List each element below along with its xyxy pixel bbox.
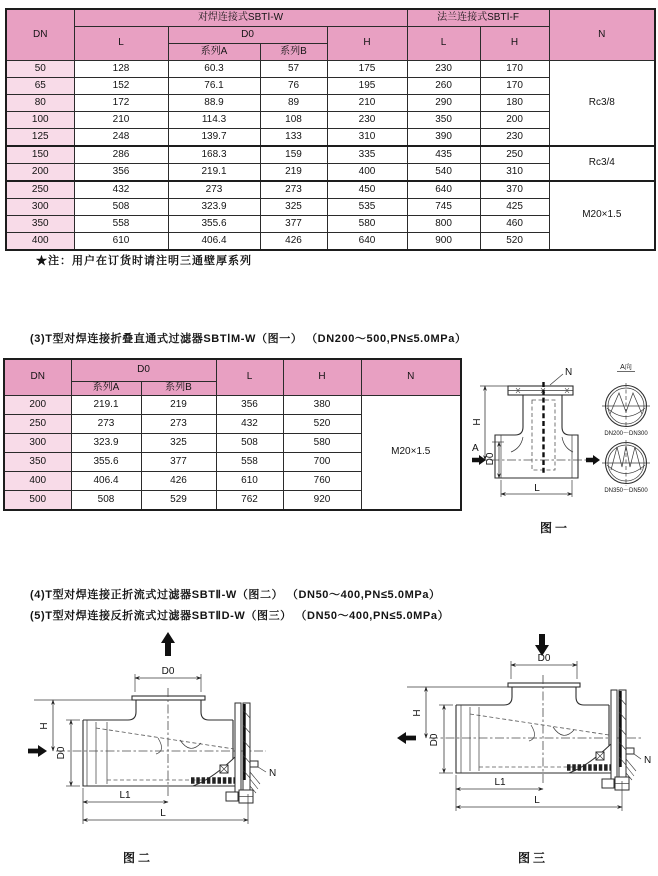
cell: 219.1 [71,396,141,415]
cell: 900 [407,233,480,251]
fig3-label-n: N [644,755,652,766]
cell-dn: 400 [6,233,74,251]
fig2-label-d0-left: D0 [56,746,67,760]
cell: 170 [480,78,549,95]
cell: 580 [327,216,407,233]
col-header-n: N [549,9,655,61]
cell: 219.1 [168,164,260,182]
col-header-d0: D0 [71,359,216,382]
cell: 195 [327,78,407,95]
cell-dn: 65 [6,78,74,95]
cell: 210 [74,112,168,129]
fig1-circle1-label: DN200～DN300 [604,431,648,437]
section-3-title: (3)T型对焊连接折叠直通式过滤器SBTⅠM-W（图一） （DN200～500,PN≤5.0MPa） [30,333,467,345]
fig1-a-view [602,362,650,494]
cell: 425 [480,199,549,216]
fig1-label-a: A [472,443,479,454]
col-header-l: L [216,359,283,396]
cell: 114.3 [168,112,260,129]
cell: 335 [327,146,407,164]
cell: 406.4 [168,233,260,251]
cell: 508 [74,199,168,216]
fig3-label-d0-top: D0 [537,653,551,664]
fig2-label-l: L [160,808,166,819]
cell-n-group: Rc3/8 [549,61,655,147]
table-row [4,396,461,415]
cell: 435 [407,146,480,164]
col-header-series-b: 系列B [141,382,216,396]
cell: 325 [260,199,327,216]
header-row [4,359,461,382]
col-header-h: H [327,27,407,61]
fig2-inlet-arrow [28,745,47,757]
cell: 60.3 [168,61,260,78]
cell: 175 [327,61,407,78]
fig3-body-outline [429,634,641,790]
cell: 325 [141,434,216,453]
cell: 406.4 [71,472,141,491]
cell: 323.9 [168,199,260,216]
cell: 356 [74,164,168,182]
cell: 426 [260,233,327,251]
cell: 323.9 [71,434,141,453]
cell: 508 [71,491,141,511]
cell: 356 [216,396,283,415]
cell: 168.3 [168,146,260,164]
col-header-series-a: 系列A [71,382,141,396]
cell-dn: 200 [4,396,71,415]
fig1-view-label: A向 [620,364,632,371]
cell: 610 [216,472,283,491]
cell: 230 [327,112,407,129]
fig2-caption: 图二 [122,851,154,865]
cell: 432 [74,181,168,199]
cell: 355.6 [168,216,260,233]
fig3-label-h: H [412,709,423,717]
group-header-flange: 法兰连接式SBTⅠ-F [407,9,549,27]
cell: 76 [260,78,327,95]
fig3-label-l: L [534,795,540,806]
col-header-series-a: 系列A [168,44,260,61]
cell: 762 [216,491,283,511]
fig1-label-d0: D0 [485,452,496,466]
cell: 310 [327,129,407,147]
cell: 558 [74,216,168,233]
table-row [6,181,655,199]
col-header-l2: L [407,27,480,61]
cell: 108 [260,112,327,129]
cell: 540 [407,164,480,182]
cell: 558 [216,453,283,472]
fig1-caption: 图一 [539,521,571,535]
col-header-h2: H [480,27,549,61]
fig1-label-l: L [534,483,540,494]
cell: 170 [480,61,549,78]
col-header-d0: D0 [168,27,327,44]
figure-2-drawing [20,630,340,876]
cell: 210 [327,95,407,112]
cell: 89 [260,95,327,112]
cell-dn: 200 [6,164,74,182]
cell-dn: 300 [4,434,71,453]
col-header-dn: DN [6,9,74,61]
section-4-title: (4)T型对焊连接正折流式过滤器SBTⅡ-W（图二） （DN50～400,PN≤5.0MPa） [30,589,441,601]
cell: 580 [283,434,361,453]
cell: 76.1 [168,78,260,95]
fig1-circle2-label: DN350～DN500 [604,488,648,494]
cell: 400 [327,164,407,182]
cell: 250 [480,146,549,164]
cell: 57 [260,61,327,78]
fig1-label-n: N [565,367,573,378]
cell-dn: 80 [6,95,74,112]
col-header-dn: DN [4,359,71,396]
cell: 273 [260,181,327,199]
cell: 219 [141,396,216,415]
cell: 700 [283,453,361,472]
fig3-label-l1: L1 [494,777,506,788]
fig3-outlet-arrow [397,732,416,744]
cell: 88.9 [168,95,260,112]
fig1-label-h: H [472,418,483,426]
fig2-body-outline [56,632,266,803]
cell: 640 [407,181,480,199]
cell-dn: 250 [6,181,74,199]
table-row [6,61,655,78]
cell: 180 [480,95,549,112]
cell-dn: 100 [6,112,74,129]
cell: 355.6 [71,453,141,472]
cell-dn: 350 [6,216,74,233]
figure-3-drawing [345,630,658,876]
cell: 159 [260,146,327,164]
cell: 800 [407,216,480,233]
table-sbt1mw-dimensions [3,358,462,511]
cell: 745 [407,199,480,216]
cell-dn: 250 [4,415,71,434]
cell: 219 [260,164,327,182]
col-header-series-b: 系列B [260,44,327,61]
cell: 248 [74,129,168,147]
cell-dn: 350 [4,453,71,472]
fig3-caption: 图三 [517,851,549,865]
cell-dn: 300 [6,199,74,216]
cell-dn: 50 [6,61,74,78]
cell: 760 [283,472,361,491]
fig3-label-d0-left: D0 [429,733,440,747]
cell: 390 [407,129,480,147]
cell: 260 [407,78,480,95]
cell: 128 [74,61,168,78]
fig1-outlet-arrow [586,455,600,465]
cell: 529 [141,491,216,511]
col-header-l: L [74,27,168,61]
cell: 426 [141,472,216,491]
col-header-h: H [283,359,361,396]
cell: 535 [327,199,407,216]
header-row [6,9,655,27]
cell: 460 [480,216,549,233]
cell: 273 [71,415,141,434]
cell-dn: 400 [4,472,71,491]
col-header-n: N [361,359,461,396]
cell: 273 [141,415,216,434]
cell: 640 [327,233,407,251]
section-5-title: (5)T型对焊连接反折流式过滤器SBTⅡD-W（图三） （DN50～400,PN≤5.0MPa） [30,610,450,622]
figure-1-drawing [470,355,658,545]
cell: 432 [216,415,283,434]
cell: 290 [407,95,480,112]
cell: 350 [407,112,480,129]
cell: 920 [283,491,361,511]
cell: 230 [407,61,480,78]
cell: 139.7 [168,129,260,147]
fig1-inlet-arrow [472,455,486,465]
cell: 230 [480,129,549,147]
cell: 377 [260,216,327,233]
order-note: ★注：用户在订货时请注明三通壁厚系列 [36,255,252,267]
cell: 377 [141,453,216,472]
cell: 273 [168,181,260,199]
fig2-label-d0-top: D0 [161,666,175,677]
cell: 380 [283,396,361,415]
table-row [6,146,655,164]
cell-n-group: M20×1.5 [549,181,655,250]
cell: 152 [74,78,168,95]
cell-dn: 125 [6,129,74,147]
group-header-weld: 对焊连接式SBTⅠ-W [74,9,407,27]
cell-dn: 500 [4,491,71,511]
fig2-label-l1: L1 [119,790,131,801]
fig2-label-h: H [39,722,50,730]
cell: 286 [74,146,168,164]
cell: 172 [74,95,168,112]
cell: 610 [74,233,168,251]
table-sbt1-dimensions [5,8,656,251]
cell: 508 [216,434,283,453]
cell: 520 [480,233,549,251]
cell-n-group: Rc3/4 [549,146,655,181]
cell: 133 [260,129,327,147]
cell: 310 [480,164,549,182]
cell: 520 [283,415,361,434]
cell-n-group: M20×1.5 [361,396,461,511]
cell-dn: 150 [6,146,74,164]
cell: 450 [327,181,407,199]
cell: 200 [480,112,549,129]
cell: 370 [480,181,549,199]
fig2-up-arrow [161,632,175,656]
fig2-label-n: N [269,768,277,779]
